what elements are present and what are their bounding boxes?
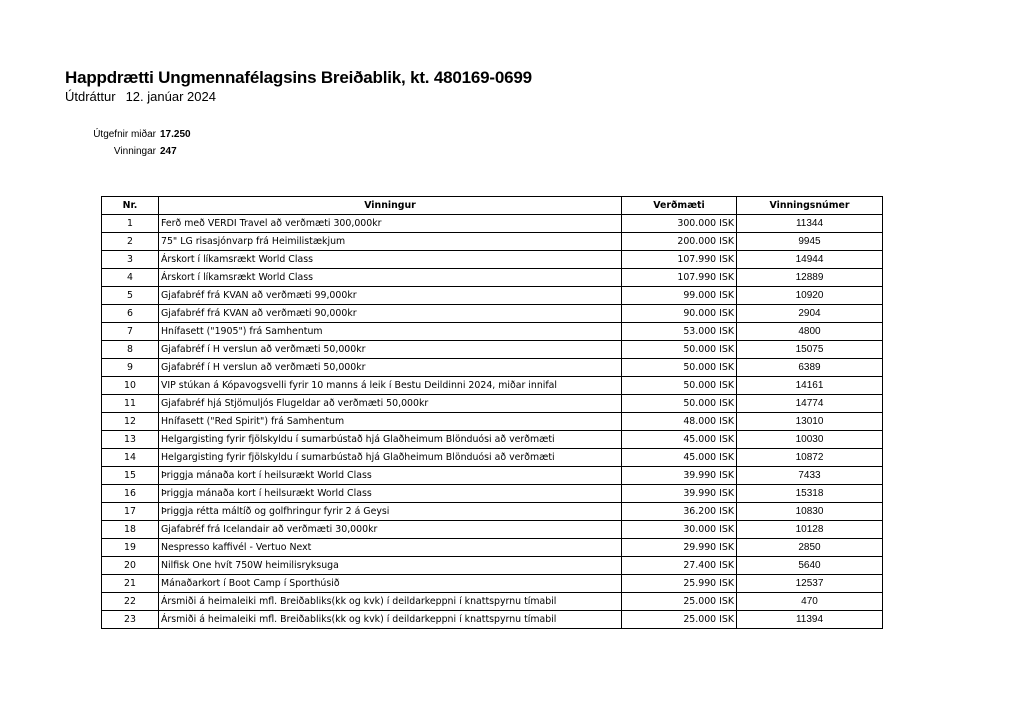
table-row [102, 413, 883, 431]
table-row [102, 467, 883, 485]
table-row [102, 287, 883, 305]
row-value: 45.000 ISK [622, 449, 737, 467]
table-row [102, 359, 883, 377]
tickets-issued-row [20, 126, 191, 143]
row-value: 50.000 ISK [622, 395, 737, 413]
row-winning-number: 2850 [737, 539, 883, 557]
table-row [102, 485, 883, 503]
table-row [102, 593, 883, 611]
row-prize: Ársmiði á heimaleiki mfl. Breiðabliks(kk og kvk) í deildarkeppni í knattspyrnu tímabil [159, 611, 622, 629]
row-winning-number: 12889 [737, 269, 883, 287]
row-value: 53.000 ISK [622, 323, 737, 341]
row-winning-number: 4800 [737, 323, 883, 341]
row-value: 107.990 ISK [622, 269, 737, 287]
row-winning-number: 11394 [737, 611, 883, 629]
tickets-issued-label: Útgefnir miðar [93, 129, 156, 140]
row-nr: 22 [102, 593, 159, 611]
row-winning-number: 14944 [737, 251, 883, 269]
row-winning-number: 14161 [737, 377, 883, 395]
row-winning-number: 6389 [737, 359, 883, 377]
row-value: 200.000 ISK [622, 233, 737, 251]
row-winning-number: 2904 [737, 305, 883, 323]
table-row [102, 431, 883, 449]
row-value: 50.000 ISK [622, 359, 737, 377]
row-value: 25.000 ISK [622, 593, 737, 611]
prizes-count-label: Vinningar [113, 146, 156, 157]
draw-label: Útdráttur [65, 89, 116, 104]
row-nr: 23 [102, 611, 159, 629]
row-value: 36.200 ISK [622, 503, 737, 521]
row-value: 300.000 ISK [622, 215, 737, 233]
row-nr: 16 [102, 485, 159, 503]
row-winning-number: 10872 [737, 449, 883, 467]
row-winning-number: 10830 [737, 503, 883, 521]
row-prize: VIP stúkan á Kópavogsvelli fyrir 10 manns á leik í Bestu Deildinni 2024, miðar innifal [159, 377, 622, 395]
row-nr: 19 [102, 539, 159, 557]
row-prize: Gjafabréf frá KVAN að verðmæti 90,000kr [159, 305, 622, 323]
tickets-issued-value: 17.250 [160, 129, 191, 140]
row-prize: Gjafabréf í H verslun að verðmæti 50,000kr [159, 359, 622, 377]
row-prize: Gjafabréf frá KVAN að verðmæti 99,000kr [159, 287, 622, 305]
row-nr: 8 [102, 341, 159, 359]
row-prize: Ferð með VERDI Travel að verðmæti 300,000kr [159, 215, 622, 233]
table-row [102, 575, 883, 593]
row-value: 50.000 ISK [622, 341, 737, 359]
row-winning-number: 5640 [737, 557, 883, 575]
row-value: 30.000 ISK [622, 521, 737, 539]
row-winning-number: 11344 [737, 215, 883, 233]
header-nr: Nr. [102, 197, 159, 215]
row-value: 25.990 ISK [622, 575, 737, 593]
row-nr: 2 [102, 233, 159, 251]
table-row [102, 251, 883, 269]
row-nr: 9 [102, 359, 159, 377]
table-row [102, 233, 883, 251]
table-row [102, 611, 883, 629]
table-row [102, 215, 883, 233]
row-prize: Nespresso kaffivél - Vertuo Next [159, 539, 622, 557]
prizes-count-value: 247 [160, 146, 177, 157]
row-nr: 5 [102, 287, 159, 305]
row-value: 29.990 ISK [622, 539, 737, 557]
prize-table-body [102, 215, 883, 629]
table-row [102, 323, 883, 341]
row-prize: Nilfisk One hvít 750W heimilisryksuga [159, 557, 622, 575]
row-prize: Gjafabréf frá Icelandair að verðmæti 30,000kr [159, 521, 622, 539]
table-row [102, 539, 883, 557]
table-row [102, 377, 883, 395]
row-prize: Árskort í líkamsrækt World Class [159, 251, 622, 269]
row-nr: 18 [102, 521, 159, 539]
header-winning-number: Vinningsnúmer [737, 197, 883, 215]
row-value: 27.400 ISK [622, 557, 737, 575]
row-value: 48.000 ISK [622, 413, 737, 431]
row-nr: 14 [102, 449, 159, 467]
table-row [102, 521, 883, 539]
row-nr: 10 [102, 377, 159, 395]
row-nr: 1 [102, 215, 159, 233]
document-title: Happdrætti Ungmennafélagsins Breiðablik, kt. 480169-0699 [65, 68, 532, 87]
summary-block [20, 126, 191, 160]
row-value: 50.000 ISK [622, 377, 737, 395]
header-value: Verðmæti [622, 197, 737, 215]
row-winning-number: 15318 [737, 485, 883, 503]
row-prize: Helgargisting fyrir fjölskyldu í sumarbústað hjá Glaðheimum Blönduósi að verðmæti [159, 431, 622, 449]
row-nr: 21 [102, 575, 159, 593]
row-nr: 20 [102, 557, 159, 575]
row-prize: Gjafabréf hjá Stjömuljós Flugeldar að verðmæti 50,000kr [159, 395, 622, 413]
row-prize: Þriggja rétta máltíð og golfhringur fyrir 2 á Geysi [159, 503, 622, 521]
row-prize: Ársmiði á heimaleiki mfl. Breiðabliks(kk og kvk) í deildarkeppni í knattspyrnu tímabil [159, 593, 622, 611]
row-nr: 4 [102, 269, 159, 287]
header-prize: Vinningur [159, 197, 622, 215]
row-prize: Hnífasett ("Red Spirit") frá Samhentum [159, 413, 622, 431]
row-prize: Helgargisting fyrir fjölskyldu í sumarbústað hjá Glaðheimum Blönduósi að verðmæti [159, 449, 622, 467]
row-value: 45.000 ISK [622, 431, 737, 449]
row-nr: 6 [102, 305, 159, 323]
row-prize: Þriggja mánaða kort í heilsurækt World Class [159, 467, 622, 485]
row-prize: Árskort í líkamsrækt World Class [159, 269, 622, 287]
draw-date: 12. janúar 2024 [125, 89, 216, 104]
row-prize: Gjafabréf í H verslun að verðmæti 50,000kr [159, 341, 622, 359]
document-subtitle [65, 89, 216, 104]
table-header-row [102, 197, 883, 215]
row-winning-number: 9945 [737, 233, 883, 251]
row-winning-number: 13010 [737, 413, 883, 431]
table-row [102, 305, 883, 323]
row-prize: Þriggja mánaða kort í heilsurækt World Class [159, 485, 622, 503]
row-winning-number: 12537 [737, 575, 883, 593]
row-winning-number: 7433 [737, 467, 883, 485]
row-value: 99.000 ISK [622, 287, 737, 305]
row-value: 90.000 ISK [622, 305, 737, 323]
row-value: 25.000 ISK [622, 611, 737, 629]
row-nr: 7 [102, 323, 159, 341]
row-value: 39.990 ISK [622, 467, 737, 485]
table-row [102, 269, 883, 287]
row-prize: 75" LG risasjónvarp frá Heimilistækjum [159, 233, 622, 251]
table-row [102, 341, 883, 359]
row-nr: 17 [102, 503, 159, 521]
table-row [102, 557, 883, 575]
table-row [102, 503, 883, 521]
row-nr: 3 [102, 251, 159, 269]
row-winning-number: 10920 [737, 287, 883, 305]
row-nr: 11 [102, 395, 159, 413]
row-prize: Mánaðarkort í Boot Camp í Sporthúsið [159, 575, 622, 593]
row-value: 107.990 ISK [622, 251, 737, 269]
row-nr: 13 [102, 431, 159, 449]
row-value: 39.990 ISK [622, 485, 737, 503]
row-winning-number: 10128 [737, 521, 883, 539]
row-winning-number: 15075 [737, 341, 883, 359]
row-winning-number: 470 [737, 593, 883, 611]
row-winning-number: 10030 [737, 431, 883, 449]
table-row [102, 449, 883, 467]
prize-table [101, 196, 883, 629]
row-nr: 12 [102, 413, 159, 431]
prizes-count-row [20, 143, 191, 160]
row-nr: 15 [102, 467, 159, 485]
row-winning-number: 14774 [737, 395, 883, 413]
row-prize: Hnífasett ("1905") frá Samhentum [159, 323, 622, 341]
table-row [102, 395, 883, 413]
